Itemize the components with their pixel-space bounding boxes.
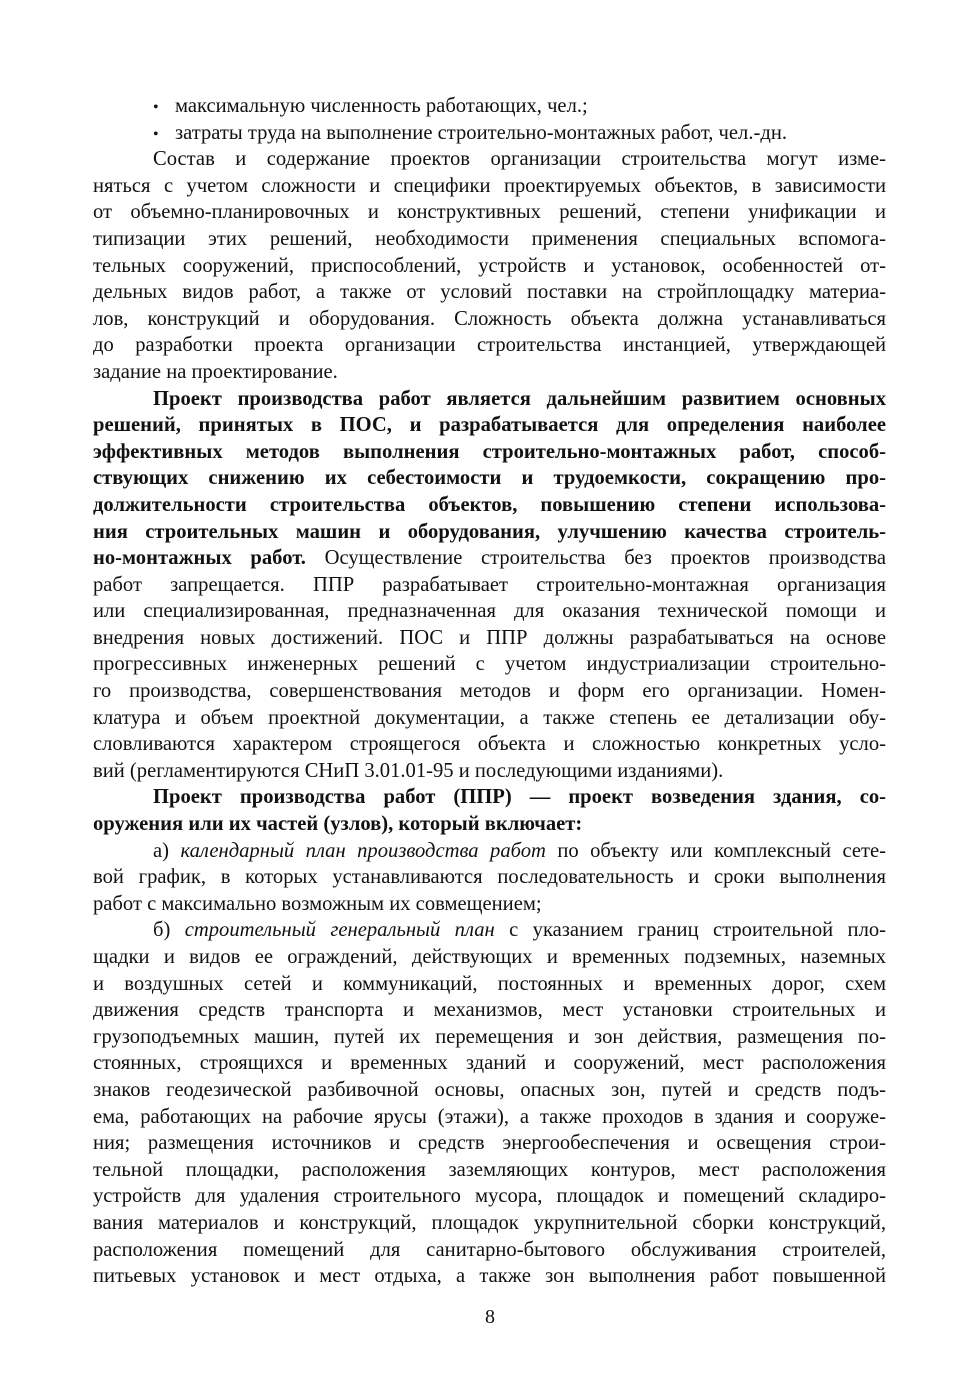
text-line: щадки и видов ее ограждений, действующих и временных подземных, наземных — [93, 946, 886, 968]
text-line: внедрения новых достижений. ПОС и ППР должны разрабатываться на основе — [93, 626, 886, 649]
text-line: питьевых установок и мест отдыха, а также зон выполнения работ повышенной — [93, 1265, 886, 1288]
text-line: го производства, совершенствования методов и форм его организации. Номен- — [93, 680, 886, 703]
text-line: вой график, в которых устанавливаются последовательность и сроки выполнения — [93, 866, 886, 889]
text-line-bold: ствующих снижению их себестоимости и трудоемкости, сокращению про- — [93, 467, 886, 490]
text-line: дельных видов работ, а также от условий поставки на стройплощадку материа- — [93, 281, 886, 304]
text-line: Состав и содержание проектов организации строительства могут изме- — [153, 148, 886, 171]
bullet-icon: • — [153, 99, 159, 116]
text-line: а) календарный план производства работ по объекту или комплексный сете- — [153, 839, 886, 862]
paragraph — [93, 784, 886, 837]
text-line: типизации этих решений, необходимости применения специальных вспомога- — [93, 227, 886, 250]
text-line: ема, работающих на рабочие ярусы (этажи), а также проходов в здания и сооруже- — [93, 1105, 886, 1128]
text-line: б) строительный генеральный план с указанием границ строительной пло- — [153, 919, 886, 942]
list-item-b — [93, 917, 886, 1289]
text-line: работ запрещается. ППР разрабатывает строительно-монтажная организация — [93, 573, 886, 596]
page-number: 8 — [485, 1306, 495, 1328]
bullet-icon: • — [153, 125, 159, 143]
paragraph — [93, 146, 886, 385]
text-line-bold: ния строительных машин и оборудования, улучшению качества строитель- — [93, 520, 886, 543]
text-line: до разработки проекта организации строительства инстанцией, утверждающей — [93, 334, 886, 357]
text-line: вий (регламентируются СНиП 3.01.01-95 и последующими изданиями). — [93, 759, 724, 782]
text-line: стоянных, строящихся и временных зданий и сооружений, мест расположения — [93, 1052, 886, 1075]
text-line-bold: решений, принятых в ПОС, и разрабатывается для определения наиболее — [93, 414, 886, 437]
document-page — [93, 93, 886, 1290]
text-line: от объемно-планировочных и конструктивных решений, степени унификации и — [93, 201, 886, 224]
text-line: или специализированная, предназначенная для оказания технической помощи и — [93, 600, 886, 623]
text-line: вания материалов и конструкций, площадок укрупнительной сборки конструкций, — [93, 1211, 886, 1234]
text-line: клатура и объем проектной документации, а также степень ее детализации обу- — [93, 706, 886, 729]
bullet-item: • затраты труда на выполнение строительно-монтажных работ, чел.-дн. — [93, 120, 886, 147]
text-line: задание на проектирование. — [93, 360, 338, 383]
text-line-bold: Проект производства работ (ППР) — проект возведения здания, со- — [153, 786, 886, 809]
text-line: устройств для удаления строительного мусора, площадок и помещений складиро- — [93, 1185, 886, 1208]
text-line: няться с учетом сложности и специфики проектируемых объектов, в зависимости — [93, 174, 886, 197]
text-line: расположения помещений для санитарно-бытового обслуживания строителей, — [93, 1238, 886, 1261]
text-line: прогрессивных инженерных решений с учетом индустриализации строительно- — [93, 653, 886, 676]
text-line: и воздушных сетей и коммуникаций, постоянных и временных дорог, схем — [93, 972, 886, 995]
text-line-bold: Проект производства работ является дальнейшим развитием основных — [153, 387, 886, 410]
text-line: словливаются характером строящегося объекта и сложностью конкретных усло- — [93, 733, 886, 756]
text-line-bold: оружения или их частей (узлов), который включает: — [93, 813, 583, 836]
text-line: знаков геодезической разбивочной основы, опасных зон, путей и средств подъ- — [93, 1078, 886, 1101]
text-line: работ с максимально возможным их совмещением; — [93, 892, 542, 915]
text-line: ния; размещения источников и средств энергообеспечения и освещения строи- — [93, 1132, 886, 1155]
text-line: движения средств транспорта и механизмов, мест установки строительных и — [93, 999, 886, 1022]
list-item-a — [93, 838, 886, 918]
text-line: тельной площадки, расположения заземляющих контуров, мест расположения — [93, 1158, 886, 1181]
text-line-bold: эффективных методов выполнения строительно-монтажных работ, способ- — [93, 440, 886, 463]
text-line-bold: должительности строительства объектов, повышению степени использова- — [93, 493, 886, 516]
text-line: тельных сооружений, приспособлений, устройств и установок, особенностей от- — [93, 254, 886, 277]
paragraph — [93, 386, 886, 785]
text-line: лов, конструкций и оборудования. Сложность объекта должна устанавливаться — [93, 307, 886, 330]
bullet-item: • максимальную численность работающих, чел.; — [93, 93, 886, 120]
text-line: но-монтажных работ. Осуществление строительства без проектов производства — [93, 547, 886, 570]
text-line: грузоподъемных машин, путей их перемещения и зон действия, размещения по- — [93, 1025, 886, 1048]
